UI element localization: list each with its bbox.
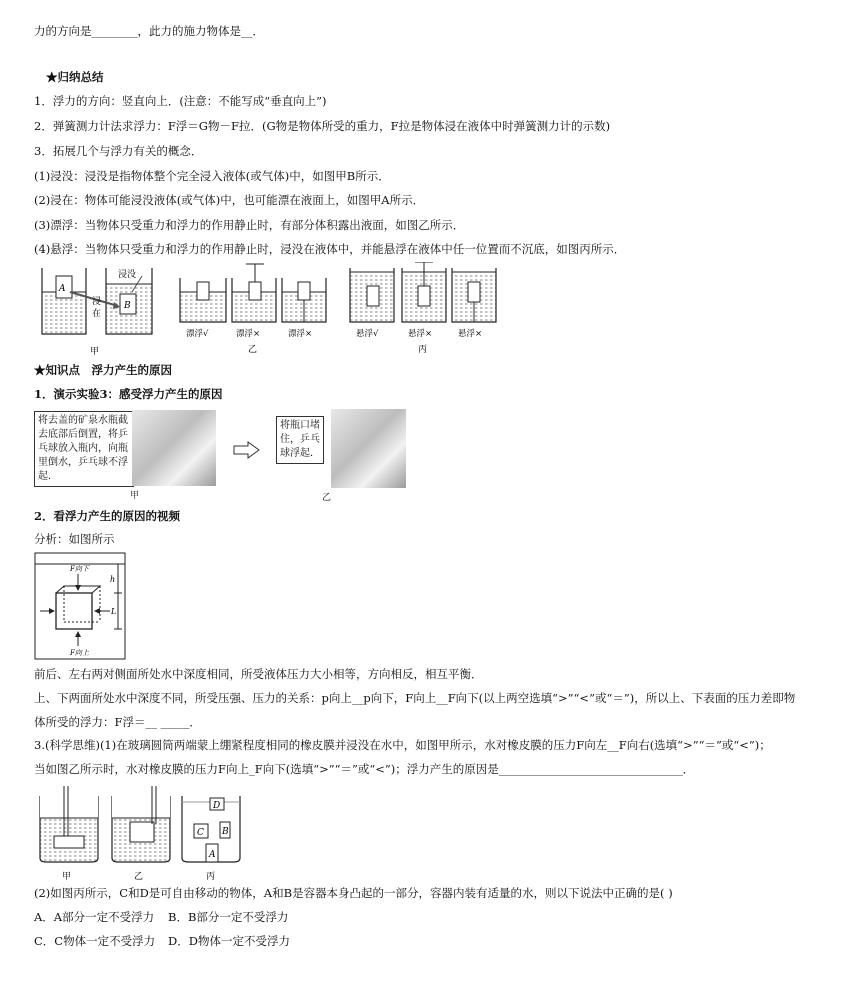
fig-bing [350, 262, 496, 322]
fig-q3 [34, 786, 254, 884]
option-d: D．D物体一定不受浮力 [168, 934, 290, 948]
option-c: C．C物体一定不受浮力 [34, 934, 156, 948]
summary-item-7: (4)悬浮：当物体只受重力和浮力的作用静止时，浸没在液体中，并能悬浮在液体中任一位置而不沉底，如图丙所示． [34, 242, 626, 256]
option-b: B．B部分一定不受浮力 [168, 910, 289, 924]
caption-jia: 甲 [90, 347, 100, 357]
label-yi-1: 漂浮√ [186, 329, 209, 339]
label-h: h [110, 575, 116, 584]
photo-jia [132, 410, 216, 486]
summary-item-3: 3．拓展几个与浮力有关的概念． [34, 144, 203, 158]
q3-line-1: 3.(科学思维)(1)在玻璃圆筒两端蒙上绷紧程度相同的橡皮膜并浸没在水中，如图甲所示，水对橡皮膜的压力F向左__F向右(选填“>”“＝”或“<”)； [34, 738, 771, 752]
q3-caption-yi: 乙 [134, 872, 144, 882]
q3-letter-c: C [197, 828, 204, 838]
para-2: 上、下两面所处水中深度不同，所受压强、压力的关系：p向上__p向下，F向上__F向下(以上两空选填“>”“<”或“＝”)，所以上、下表面的压力差即物 [34, 691, 796, 705]
q3-part-2: (2)如图丙所示，C和D是可自由移动的物体，A和B是容器本身凸起的一部分，容器内装有适量的水，则以下说法中正确的是( ) [34, 886, 673, 900]
summary-item-6: (3)漂浮：当物体只受重力和浮力的作用静止时，有部分体积露出液面，如图乙所示． [34, 218, 465, 232]
summary-item-1: 1．浮力的方向：竖直向上．(注意：不能写成“垂直向上”) [34, 94, 327, 108]
label-yi-2: 漂浮× [236, 329, 261, 339]
label-a: A [59, 284, 66, 294]
para-1: 前后、左右两对侧面所处水中深度相同，所受液体压力大小相等，方向相反，相互平衡． [34, 667, 483, 681]
note-yi: 将瓶口堵住，乒乓球浮起． [276, 416, 324, 464]
fig-yi [180, 264, 326, 322]
q3-line-2: 当如图乙所示时，水对橡皮膜的压力F向上_F向下(选填“>”“＝”或“<”)；浮力产生的原因是________________________________． [34, 762, 695, 776]
q3-letter-b: B [222, 827, 229, 837]
summary-item-4: (1)浸没：浸没是指物体整个完全浸入液体(或气体)中，如图甲B所示． [34, 169, 390, 183]
label-jin: 浸 [92, 297, 102, 307]
option-a: A．A部分一定不受浮力 [34, 910, 155, 924]
knowledge-heading: ★知识点 浮力产生的原因 [34, 363, 172, 377]
label-bing-1: 悬浮√ [356, 329, 379, 339]
arrow-icon [232, 440, 262, 460]
summary-heading: ★归纳总结 [46, 70, 104, 84]
caption-yi: 乙 [248, 345, 258, 355]
q3-letter-a: A [209, 850, 216, 860]
label-f-down: F向下 [70, 565, 89, 573]
label-bing-3: 悬浮× [458, 329, 483, 339]
analysis-line: 分析：如图所示 [34, 532, 115, 546]
label-b: B [124, 301, 131, 311]
caption-demo-yi: 乙 [322, 493, 332, 503]
label-bing-2: 悬浮× [408, 329, 433, 339]
video-line: 2．看浮力产生的原因的视频 [34, 509, 181, 523]
q3-caption-bing: 丙 [206, 872, 216, 882]
label-l: L [111, 607, 117, 616]
caption-bing: 丙 [418, 345, 428, 355]
label-zai: 在 [92, 309, 102, 319]
q3-letter-d: D [213, 801, 221, 811]
summary-item-2: 2．弹簧测力计法求浮力：F浮＝G物－F拉．(G物是物体所受的重力，F拉是物体浸在液体中时弹簧测力计的示数) [34, 119, 611, 133]
label-jinmo: 浸没 [118, 270, 137, 280]
caption-demo-jia: 甲 [130, 491, 140, 501]
summary-item-5: (2)浸在：物体可能浸没液体(或气体)中，也可能漂在液面上，如图甲A所示． [34, 193, 425, 207]
top-line: 力的方向是________，此力的施力物体是__． [34, 24, 264, 38]
note-jia: 将去盖的矿泉水瓶截去底部后倒置，将乒乓球放入瓶内，向瓶里倒水，乒乓球不浮起． [34, 411, 134, 487]
demo-title: 1．演示实验3：感受浮力产生的原因 [34, 387, 223, 401]
fig-cube-pressure [34, 552, 126, 660]
q3-caption-jia: 甲 [62, 872, 72, 882]
photo-yi [331, 409, 406, 488]
label-f-up: F向上 [70, 649, 89, 657]
fig-buoyancy-concepts [30, 262, 510, 358]
para-3: 体所受的浮力：F浮＝__ _____． [34, 715, 201, 729]
label-yi-3: 漂浮× [288, 329, 313, 339]
